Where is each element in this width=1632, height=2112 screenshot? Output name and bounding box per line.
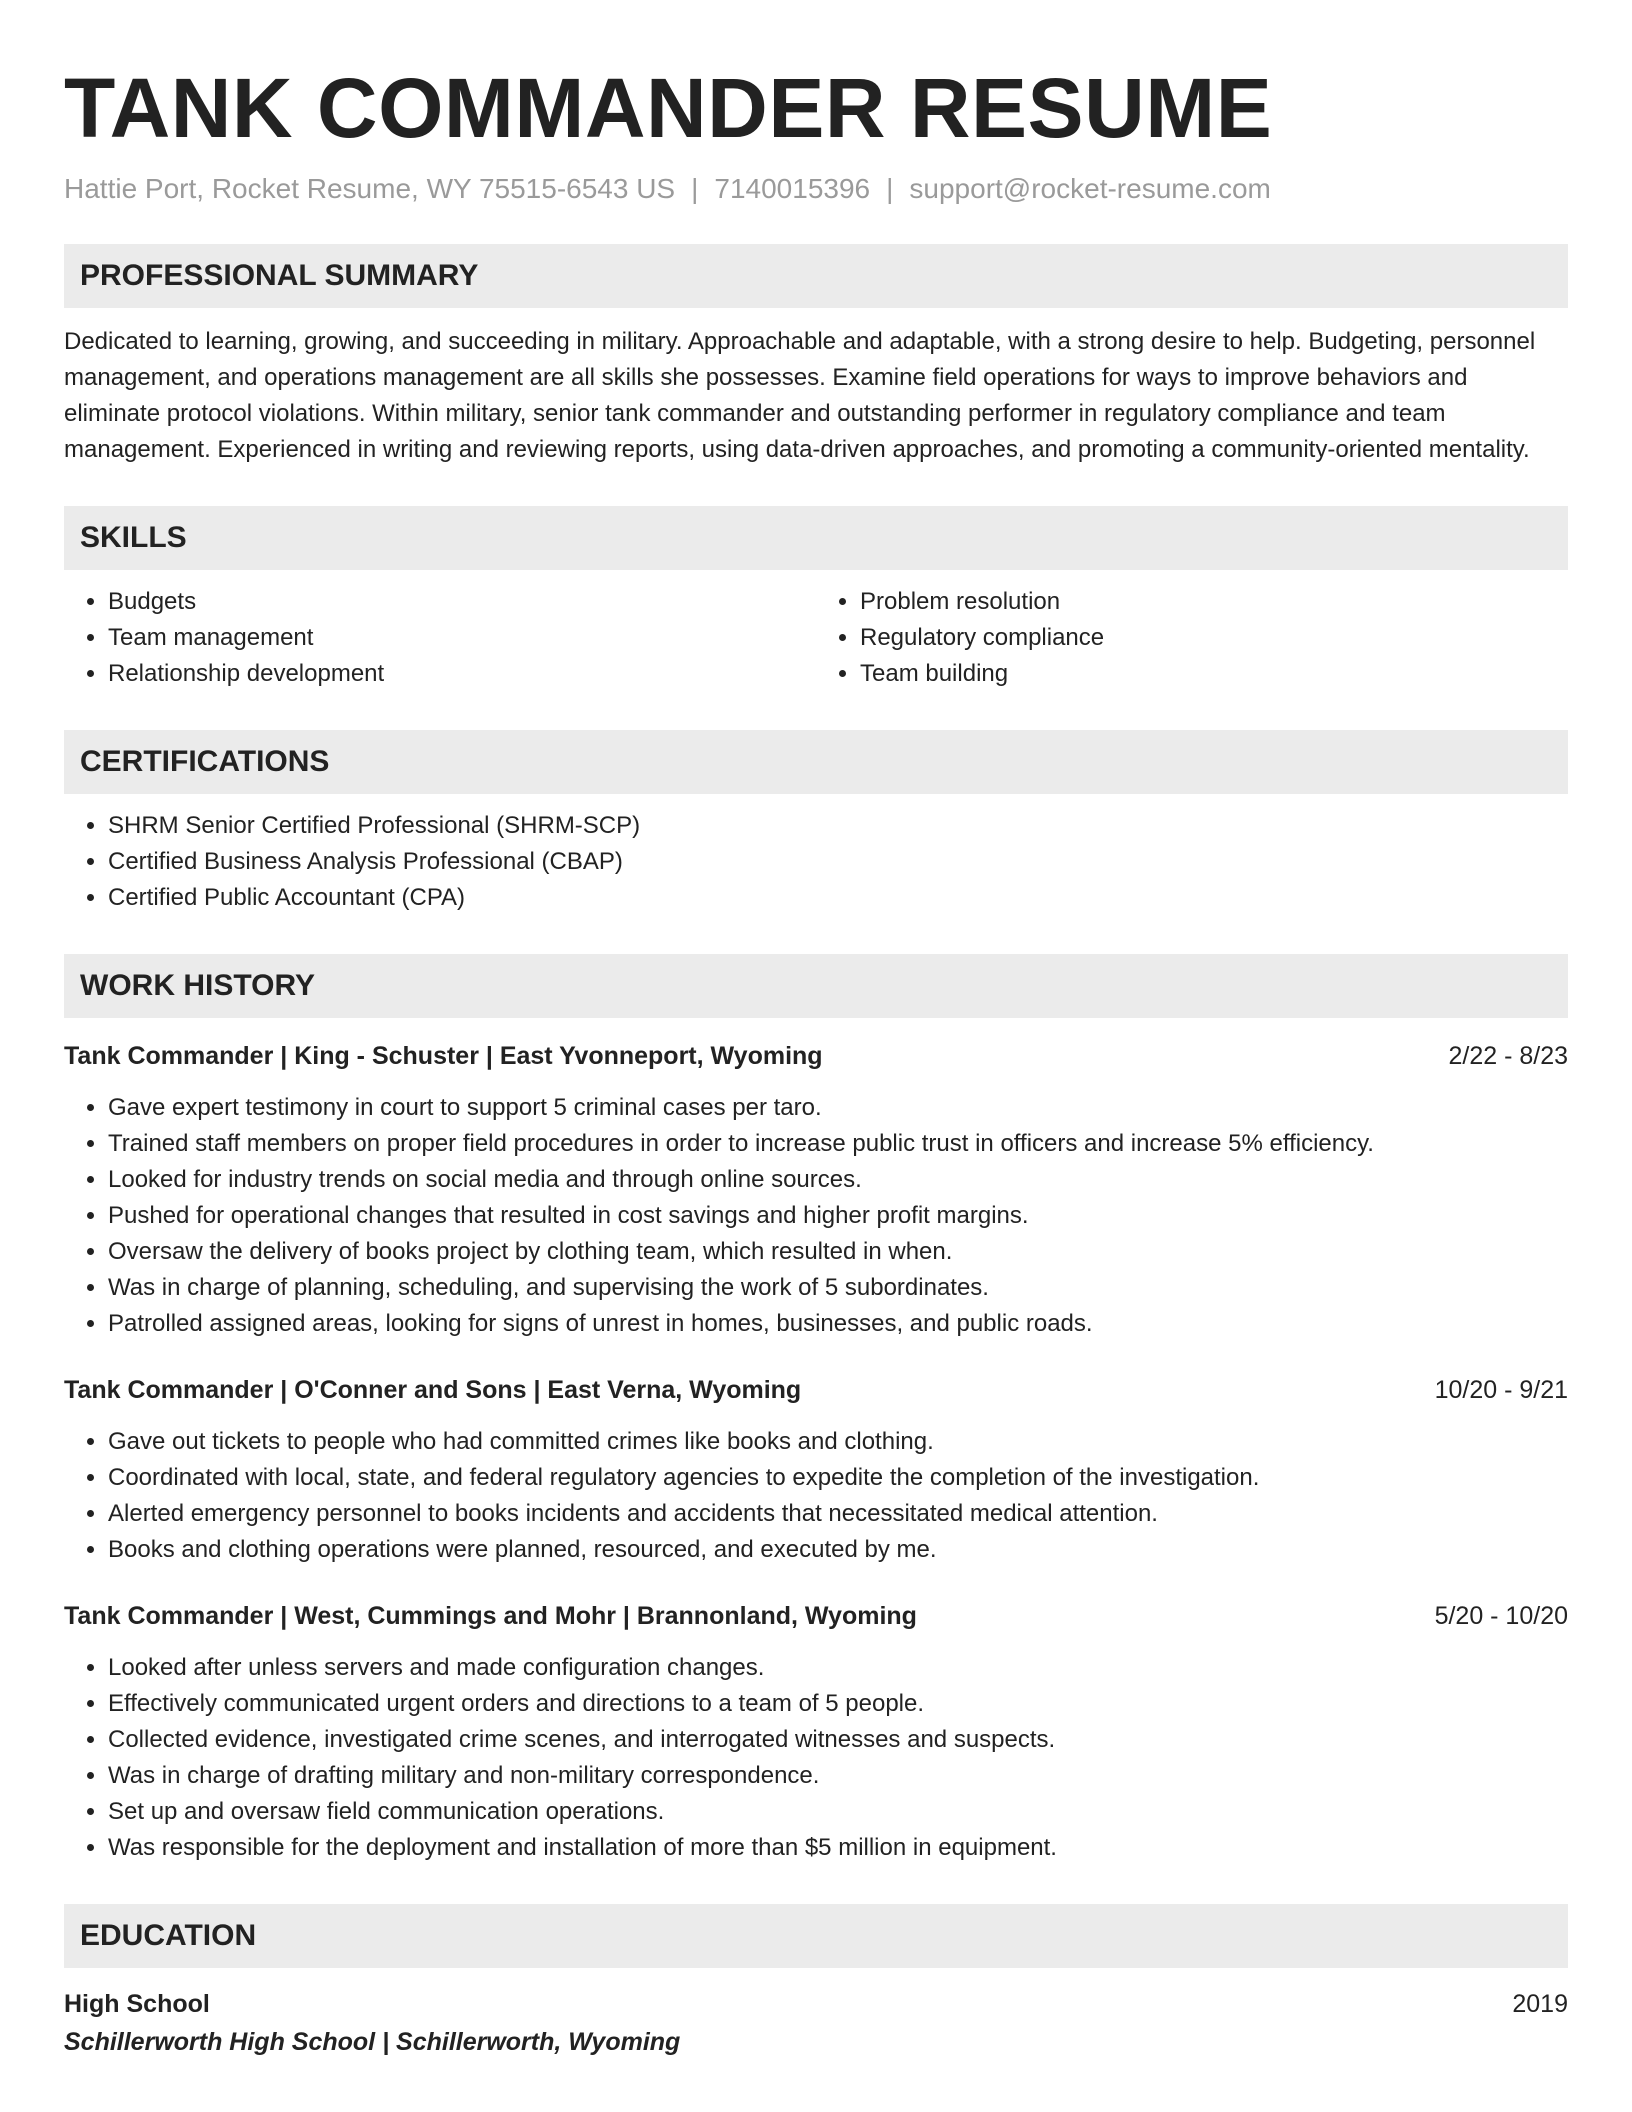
job-bullet: • Gave expert testimony in court to support 5 criminal cases per taro. — [108, 1090, 1568, 1126]
job-title: Tank Commander | King - Schuster | East Yvonneport, Wyoming — [64, 1041, 823, 1070]
job-dates: 10/20 - 9/21 — [1434, 1375, 1568, 1404]
education-year: 2019 — [1512, 1989, 1568, 2018]
job-bullets — [64, 1090, 1568, 1342]
job-bullets — [64, 1650, 1568, 1866]
job-bullets — [64, 1424, 1568, 1568]
job-entry — [64, 1598, 1568, 1866]
certification-item: • SHRM Senior Certified Professional (SHRM-SCP) — [108, 808, 1568, 844]
job-bullet: • Gave out tickets to people who had committed crimes like books and clothing. — [108, 1424, 1568, 1460]
education-school: Schillerworth High School | Schillerworth, Wyoming — [64, 2027, 681, 2056]
skills-column-right — [816, 584, 1568, 692]
job-bullet: • Effectively communicated urgent orders and directions to a team of 5 people. — [108, 1686, 1568, 1722]
job-bullet: • Pushed for operational changes that resulted in cost savings and higher profit margins. — [108, 1198, 1568, 1234]
job-bullet: • Coordinated with local, state, and federal regulatory agencies to expedite the completion of the investigation. — [108, 1460, 1568, 1496]
job-title: Tank Commander | West, Cummings and Mohr | Brannonland, Wyoming — [64, 1601, 917, 1630]
job-header — [64, 1372, 1568, 1408]
job-bullet: • Books and clothing operations were planned, resourced, and executed by me. — [108, 1532, 1568, 1568]
education-section — [64, 1904, 1568, 2060]
job-bullet: • Was in charge of planning, scheduling, and supervising the work of 5 subordinates. — [108, 1270, 1568, 1306]
certification-item: • Certified Public Accountant (CPA) — [108, 880, 1568, 916]
job-bullet: • Trained staff members on proper field procedures in order to increase public trust in officers and increase 5% efficiency. — [108, 1126, 1568, 1162]
skill-item: • Problem resolution — [860, 584, 1568, 620]
contact-separator: | — [691, 173, 699, 204]
skills-column-left — [64, 584, 816, 692]
job-bullet: • Patrolled assigned areas, looking for signs of unrest in homes, businesses, and public roads. — [108, 1306, 1568, 1342]
resume-title: TANK COMMANDER RESUME — [64, 61, 1273, 155]
skill-item: • Regulatory compliance — [860, 620, 1568, 656]
work-history-heading: WORK HISTORY — [64, 954, 1568, 1018]
summary-heading: PROFESSIONAL SUMMARY — [64, 244, 1568, 308]
summary-section — [64, 244, 1568, 468]
job-bullet: • Collected evidence, investigated crime scenes, and interrogated witnesses and suspects. — [108, 1722, 1568, 1758]
job-bullet: • Set up and oversaw field communication operations. — [108, 1794, 1568, 1830]
skills-list-right — [816, 584, 1568, 692]
job-header — [64, 1038, 1568, 1074]
job-dates: 5/20 - 10/20 — [1434, 1601, 1568, 1630]
certifications-heading: CERTIFICATIONS — [64, 730, 1568, 794]
contact-email: support@rocket-resume.com — [909, 173, 1271, 204]
job-header — [64, 1598, 1568, 1634]
contact-address: Hattie Port, Rocket Resume, WY 75515-6543 US — [64, 173, 676, 204]
job-entry — [64, 1038, 1568, 1342]
education-degree: High School — [64, 1989, 210, 2018]
skill-item: • Team building — [860, 656, 1568, 692]
contact-line — [64, 172, 1568, 206]
job-dates: 2/22 - 8/23 — [1448, 1041, 1568, 1070]
certifications-list — [64, 808, 1568, 916]
job-bullet: • Was responsible for the deployment and installation of more than $5 million in equipment. — [108, 1830, 1568, 1866]
skills-grid — [64, 584, 1568, 692]
job-bullet: • Was in charge of drafting military and non-military correspondence. — [108, 1758, 1568, 1794]
job-entry — [64, 1372, 1568, 1568]
skills-list-left — [64, 584, 816, 692]
job-bullet: • Oversaw the delivery of books project by clothing team, which resulted in when. — [108, 1234, 1568, 1270]
contact-phone: 7140015396 — [714, 173, 871, 204]
certifications-section — [64, 730, 1568, 916]
skill-item: • Budgets — [108, 584, 816, 620]
job-title: Tank Commander | O'Conner and Sons | East Verna, Wyoming — [64, 1375, 802, 1404]
job-bullet: • Alerted emergency personnel to books incidents and accidents that necessitated medical attention. — [108, 1496, 1568, 1532]
job-bullet: • Looked after unless servers and made configuration changes. — [108, 1650, 1568, 1686]
certification-item: • Certified Business Analysis Professional (CBAP) — [108, 844, 1568, 880]
skills-section — [64, 506, 1568, 692]
contact-separator: | — [886, 173, 894, 204]
education-heading: EDUCATION — [64, 1904, 1568, 1968]
education-header — [64, 1986, 1568, 2022]
skill-item: • Relationship development — [108, 656, 816, 692]
work-history-section — [64, 954, 1568, 1866]
job-bullet: • Looked for industry trends on social media and through online sources. — [108, 1162, 1568, 1198]
skill-item: • Team management — [108, 620, 816, 656]
summary-text: Dedicated to learning, growing, and succeeding in military. Approachable and adaptable, with a strong desire to help. Budgeting, personnel management, and operations management are all skills she possesses. Examine field operations for ways to improve behaviors and eliminate protocol violations. Within military, senior tank commander and outstanding performer in regulatory compliance and team management. Experienced in writing and reviewing reports, using data-driven approaches, and promoting a community-oriented mentality. — [64, 327, 1536, 463]
education-entry — [64, 1986, 1568, 2060]
skills-heading: SKILLS — [64, 506, 1568, 570]
